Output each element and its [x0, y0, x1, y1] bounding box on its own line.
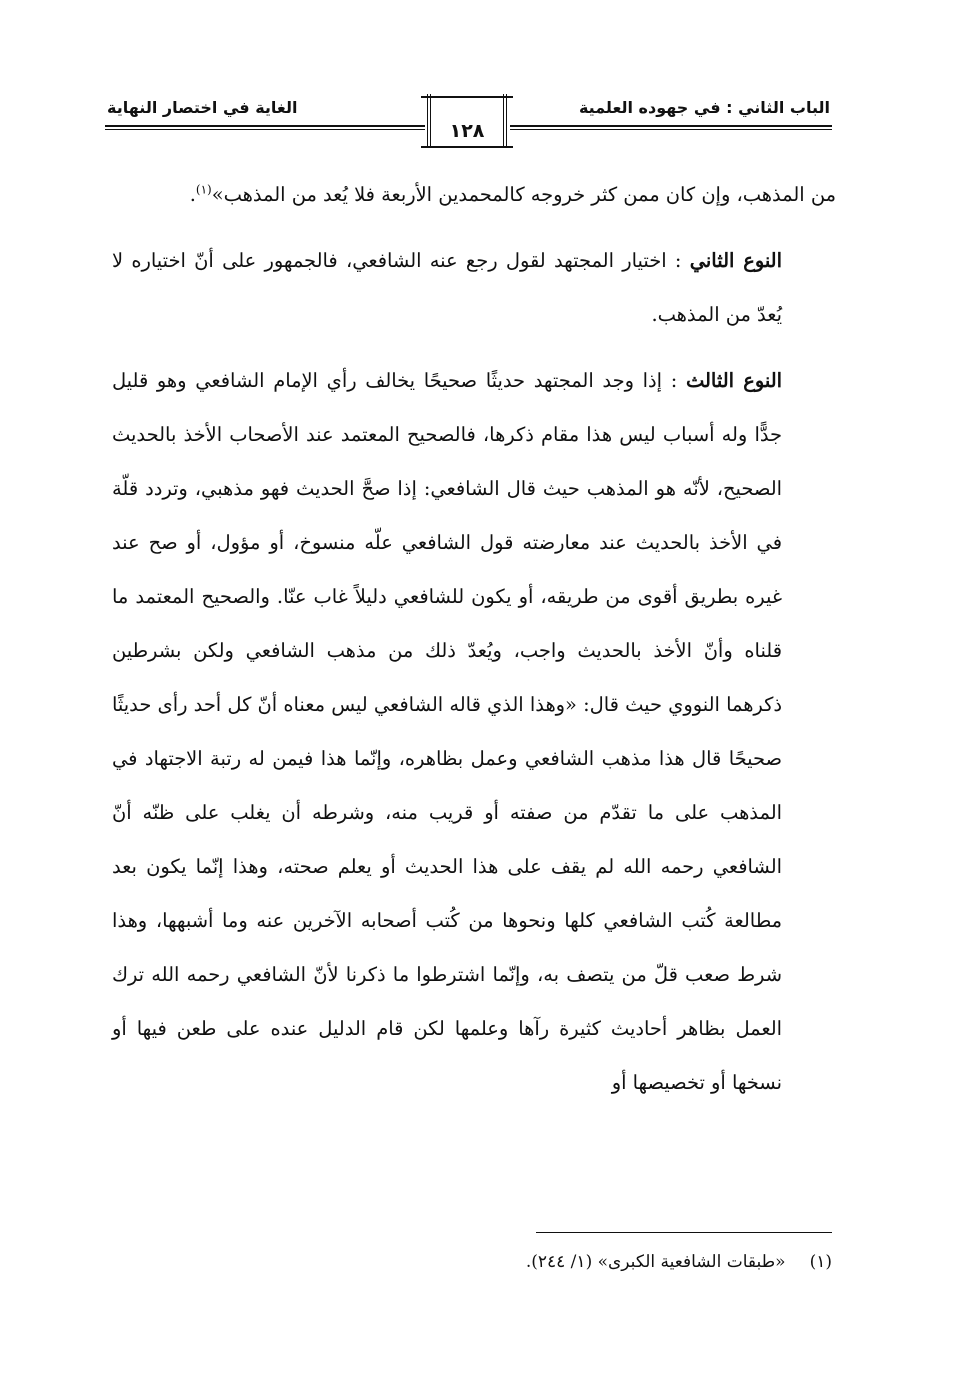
paragraph-3: [112, 354, 836, 1110]
paragraph-1-text: من المذهب، وإن كان ممن كثر خروجه كالمحمدين الأربعة فلا يُعد من المذهب»: [211, 183, 836, 206]
footnote-1-text: «طبقات الشافعية الكبرى» (١/ ٢٤٤).: [525, 1252, 786, 1272]
footnote-ref-1: (١): [195, 182, 212, 197]
footnote-1-number: (١): [809, 1252, 832, 1272]
paragraph-2-text: : اختيار المجتهد لقول رجع عنه الشافعي، فالجمهور على أنّ اختياره لا يُعدّ من المذهب.: [112, 249, 782, 326]
page-number-frame: [427, 94, 507, 148]
paragraph-1-end: .: [189, 183, 196, 206]
page-header: [105, 92, 832, 162]
footnote-1: [526, 1252, 832, 1272]
paragraph-3-lead: النوع الثالث: [685, 369, 783, 392]
chapter-title: الباب الثاني : في جهوده العلمية: [578, 98, 830, 117]
paragraph-2-lead: النوع الثاني: [689, 249, 782, 272]
paragraph-1: [112, 168, 836, 222]
header-rule-right: [510, 125, 832, 130]
header-rule-left: [105, 125, 425, 130]
footnote-separator: [536, 1232, 832, 1233]
main-text: [112, 168, 836, 1110]
page-number: ١٢٨: [449, 120, 485, 142]
book-title: الغاية في اختصار النهاية: [107, 98, 298, 117]
paragraph-2: [112, 234, 836, 342]
paragraph-3-text: : إذا وجد المجتهد حديثًا صحيحًا يخالف رأي الإمام الشافعي وهو قليل جدًّا وله أسباب ليس هذا مقام ذكرها، فالصحيح المعتمد عند الأصحاب الأخذ بالحديث الصحيح، لأنّه هو المذهب حيث قال الشافعي: إذا صحَّ الحديث فهو مذهبي، وتردد قلّة في الأخذ بالحديث عند معارضته قول الشافعي علّه منسوخ، أو مؤول، أو صح عند غيره بطريق أقوى من طريقه، أو يكون للشافعي دليلاً غاب عنّا. والصحيح المعتمد ما قلناه وأنّ الأخذ بالحديث واجب، ويُعدّ ذلك من مذهب الشافعي ولكن بشرطين ذكرهما النووي حيث قال: «وهذا الذي قاله الشافعي ليس معناه أنّ كل أحد رأى حديثًا صحيحًا قال هذا مذهب الشافعي وعمل بظاهره، وإنّما هذا فيمن له رتبة الاجتهاد في المذهب على ما تقدّم من صفته أو قريب منه، وشرطه أن يغلب على ظنّه أنّ الشافعي رحمه الله لم يقف على هذا الحديث أو يعلم صحته، وهذا إنّما يكون بعد مطالعة كُتب الشافعي كلها ونحوها من كُتب أصحابه الآخرين عنه وما أشبهها، وهذا شرط صعب قلّ من يتصف به، وإنّما اشترطوا ما ذكرنا لأنّ الشافعي رحمه الله ترك العمل بظاهر أحاديث كثيرة رآها وعلمها لكن قام الدليل عنده على طعن فيها أو نسخها أو تخصيصها أو: [112, 369, 782, 1094]
